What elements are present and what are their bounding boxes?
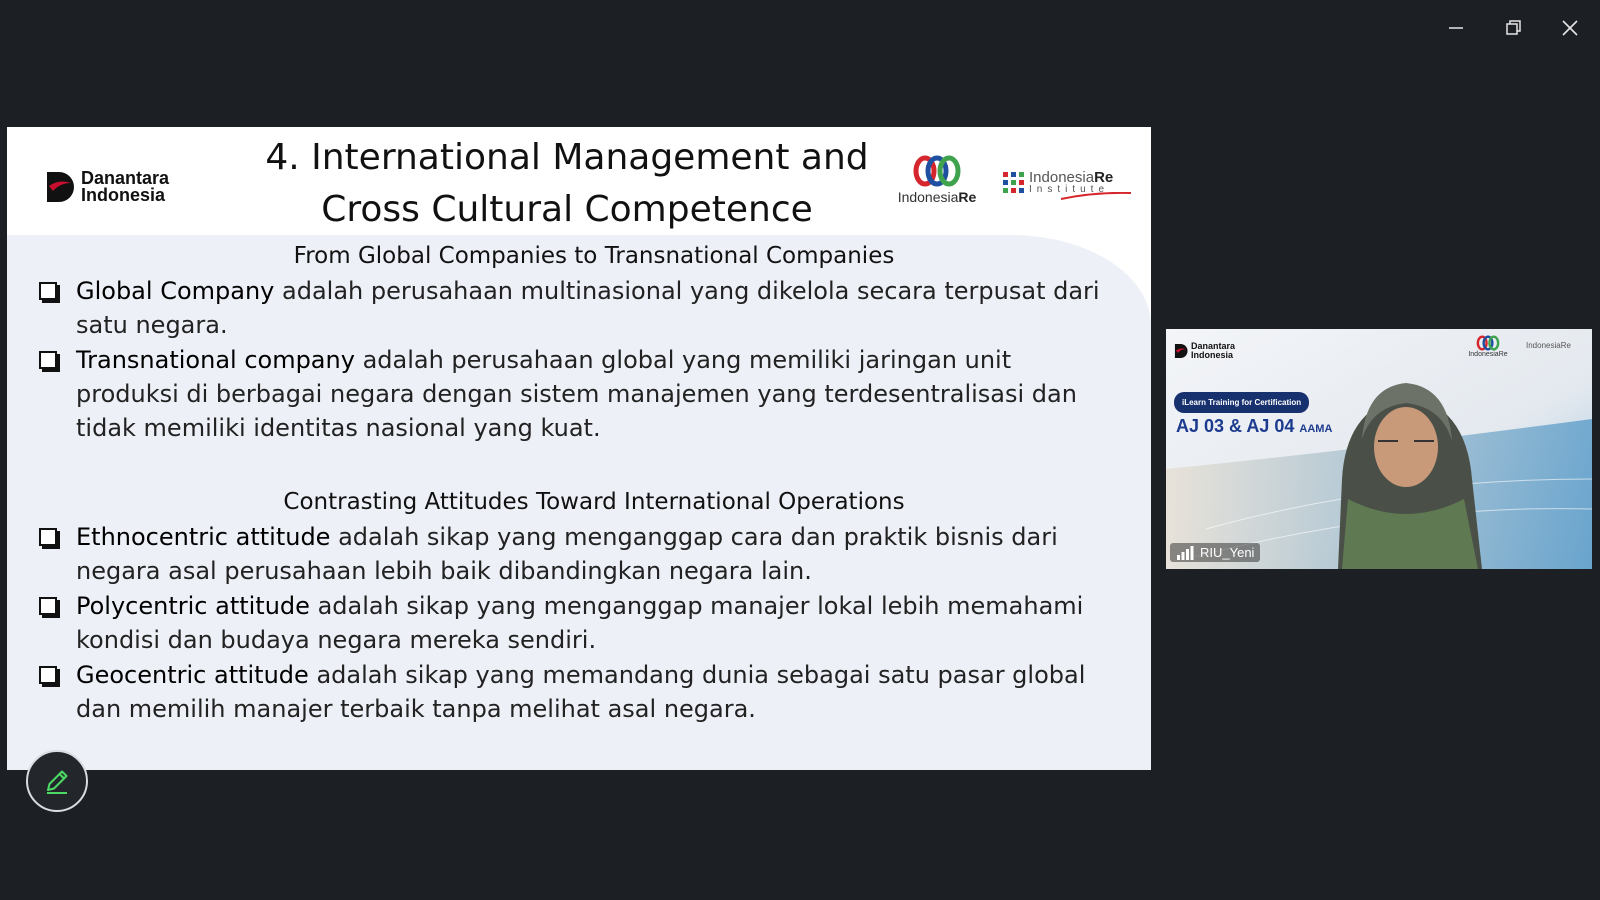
indonesiare-rings-icon [908,155,966,187]
section-heading-1: From Global Companies to Transnational Companies [293,243,895,269]
shared-slide [7,127,1151,770]
pencil-icon [42,766,72,796]
participant-video-tile[interactable] [1166,329,1592,569]
checkbox-bullet-icon [39,351,57,369]
bullet-term: Transnational company [76,346,355,374]
checkbox-bullet-icon [39,528,57,546]
close-icon [1556,14,1584,42]
video-logo-line1: Danantara [1191,341,1236,351]
bullet-text: adalah sikap yang menganggap cara dan praktik bisnis dari negara asal perusahaan lebih baik dibandingkan negara lain. [76,523,1058,585]
danantara-logo [45,170,169,204]
bullet-text: adalah perusahaan global yang memiliki jaringan unit produksi di berbagai negara dengan sistem manajemen yang terdesentralisasi dan tidak memiliki identitas nasional yang kuat. [76,346,1077,442]
section-heading-2: Contrasting Attitudes Toward International Operations [283,489,905,515]
bullet-text: adalah sikap yang memandang dunia sebagai satu pasar global dan memilih manajer terbaik tanpa melihat asal negara. [76,661,1086,723]
indonesiare-institute-logo [1003,170,1113,195]
restore-icon [1499,14,1527,42]
bullet-ethnocentric [39,520,1119,588]
slide-title-line1: 4. International Management and [265,137,869,178]
bullet-term: Ethnocentric attitude [76,523,331,551]
video-logo-line2: Indonesia [1191,350,1234,360]
video-feed [1166,329,1592,569]
danantara-logo-line2: Indonesia [81,185,166,205]
bullet-term: Polycentric attitude [76,592,310,620]
institute-logo-prefix: Indonesia [1029,169,1095,186]
video-danantara-logo [1174,342,1235,360]
bullet-text: adalah perusahaan multinasional yang dikelola secara terpusat dari satu negara. [76,277,1100,339]
bullet-geocentric [39,658,1119,726]
bullet-polycentric [39,589,1119,657]
checkbox-bullet-icon [39,666,57,684]
institute-logo-bold: Re [1094,169,1114,186]
annotate-button[interactable] [26,750,88,812]
institute-dots-icon [1003,172,1024,193]
checkbox-bullet-icon [39,597,57,615]
video-indonesiare-logo [1466,335,1510,358]
danantara-mark-icon [1174,343,1188,359]
institute-logo-line2: Institute [1029,184,1110,195]
close-button[interactable] [1556,14,1584,42]
indonesiare-logo [891,155,983,205]
indonesiare-logo-bold: Re [958,189,977,205]
video-indonesiare-text: IndonesiaRe [1468,351,1508,358]
video-course-suffix: AAMA [1299,423,1333,435]
bullet-transnational-company [39,343,1119,445]
bullet-term: Geocentric attitude [76,661,309,689]
slide-title [217,132,917,236]
slide-title-line2: Cross Cultural Competence [321,189,813,230]
participant-name-tag [1170,543,1260,562]
video-institute-logo: IndonesiaRe [1526,341,1571,350]
video-course-code: AJ 03 & AJ 04 [1176,416,1295,436]
bullet-text: adalah sikap yang menganggap manajer lokal lebih memahami kondisi dan budaya negara mereka sendiri. [76,592,1084,654]
minimize-button[interactable] [1442,14,1470,42]
indonesiare-logo-prefix: Indonesia [897,189,959,205]
signal-strength-icon [1176,546,1194,560]
participant-name: RIU_Yeni [1200,545,1255,560]
checkbox-bullet-icon [39,282,57,300]
indonesiare-logo-text [891,189,983,205]
danantara-logo-line1: Danantara [81,168,170,188]
bullet-global-company [39,274,1119,342]
institute-swoosh-icon [1059,192,1133,200]
minimize-icon [1442,14,1470,42]
video-training-pill: iLearn Training for Certification [1174,392,1309,413]
video-course-title [1176,416,1332,437]
restore-button[interactable] [1499,14,1527,42]
danantara-mark-icon [45,170,75,204]
indonesiare-rings-icon [1474,335,1502,351]
bullet-term: Global Company [76,277,275,305]
